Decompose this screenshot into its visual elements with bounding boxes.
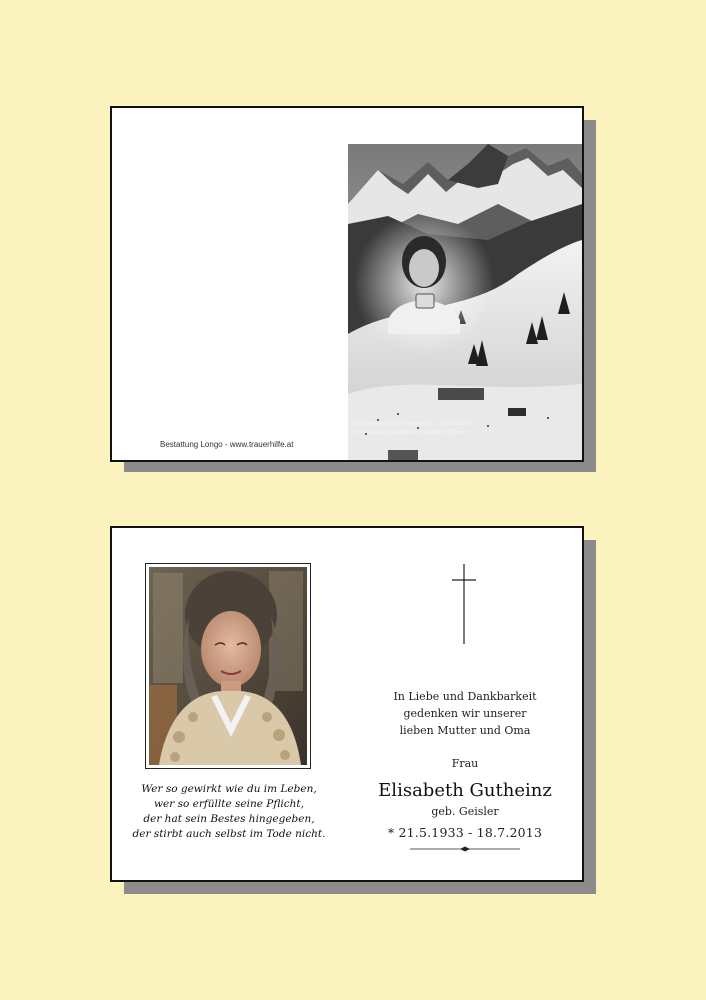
cross-icon [452,564,476,644]
poem-line: Wer so gewirkt wie du im Leben, [141,783,317,795]
memorial-text [360,688,570,853]
honorific: Frau [451,757,479,770]
life-dates: * 21.5.1933 - 18.7.2013 [387,825,543,840]
deceased-name: Elisabeth Gutheinz [378,780,552,801]
intro-line: lieben Mutter und Oma [399,724,531,737]
photo-number: 2-19 [549,436,560,442]
portrait-frame [145,563,311,769]
poem-line: der stirbt auch selbst im Tode nicht. [132,828,326,840]
winter-landscape-photo [348,144,582,460]
portrait-photo [149,567,307,765]
bottom-card [110,526,584,882]
poem-line: der hat sein Bestes hingegeben, [143,813,315,825]
intro-line: gedenken wir unserer [403,707,527,720]
top-card [110,106,584,462]
memorial-poem [132,782,326,842]
publisher-credit: Bestattung Longo - www.trauerhilfe.at [160,440,294,449]
maiden-name: geb. Geisler [431,805,499,818]
portrait-image [149,567,307,765]
photo-caption: Wintersportplatz Tannheim, i. Tirol 1111 m Lift: Gaisel (Rothfluh u. Gimpel 2176 m) [354,421,473,436]
poem-line: wer so erfüllte seine Pflicht, [154,798,304,810]
winter-landscape-image [348,144,582,460]
intro-line: In Liebe und Dankbarkeit [393,690,537,703]
divider-ornament-icon [410,845,520,853]
